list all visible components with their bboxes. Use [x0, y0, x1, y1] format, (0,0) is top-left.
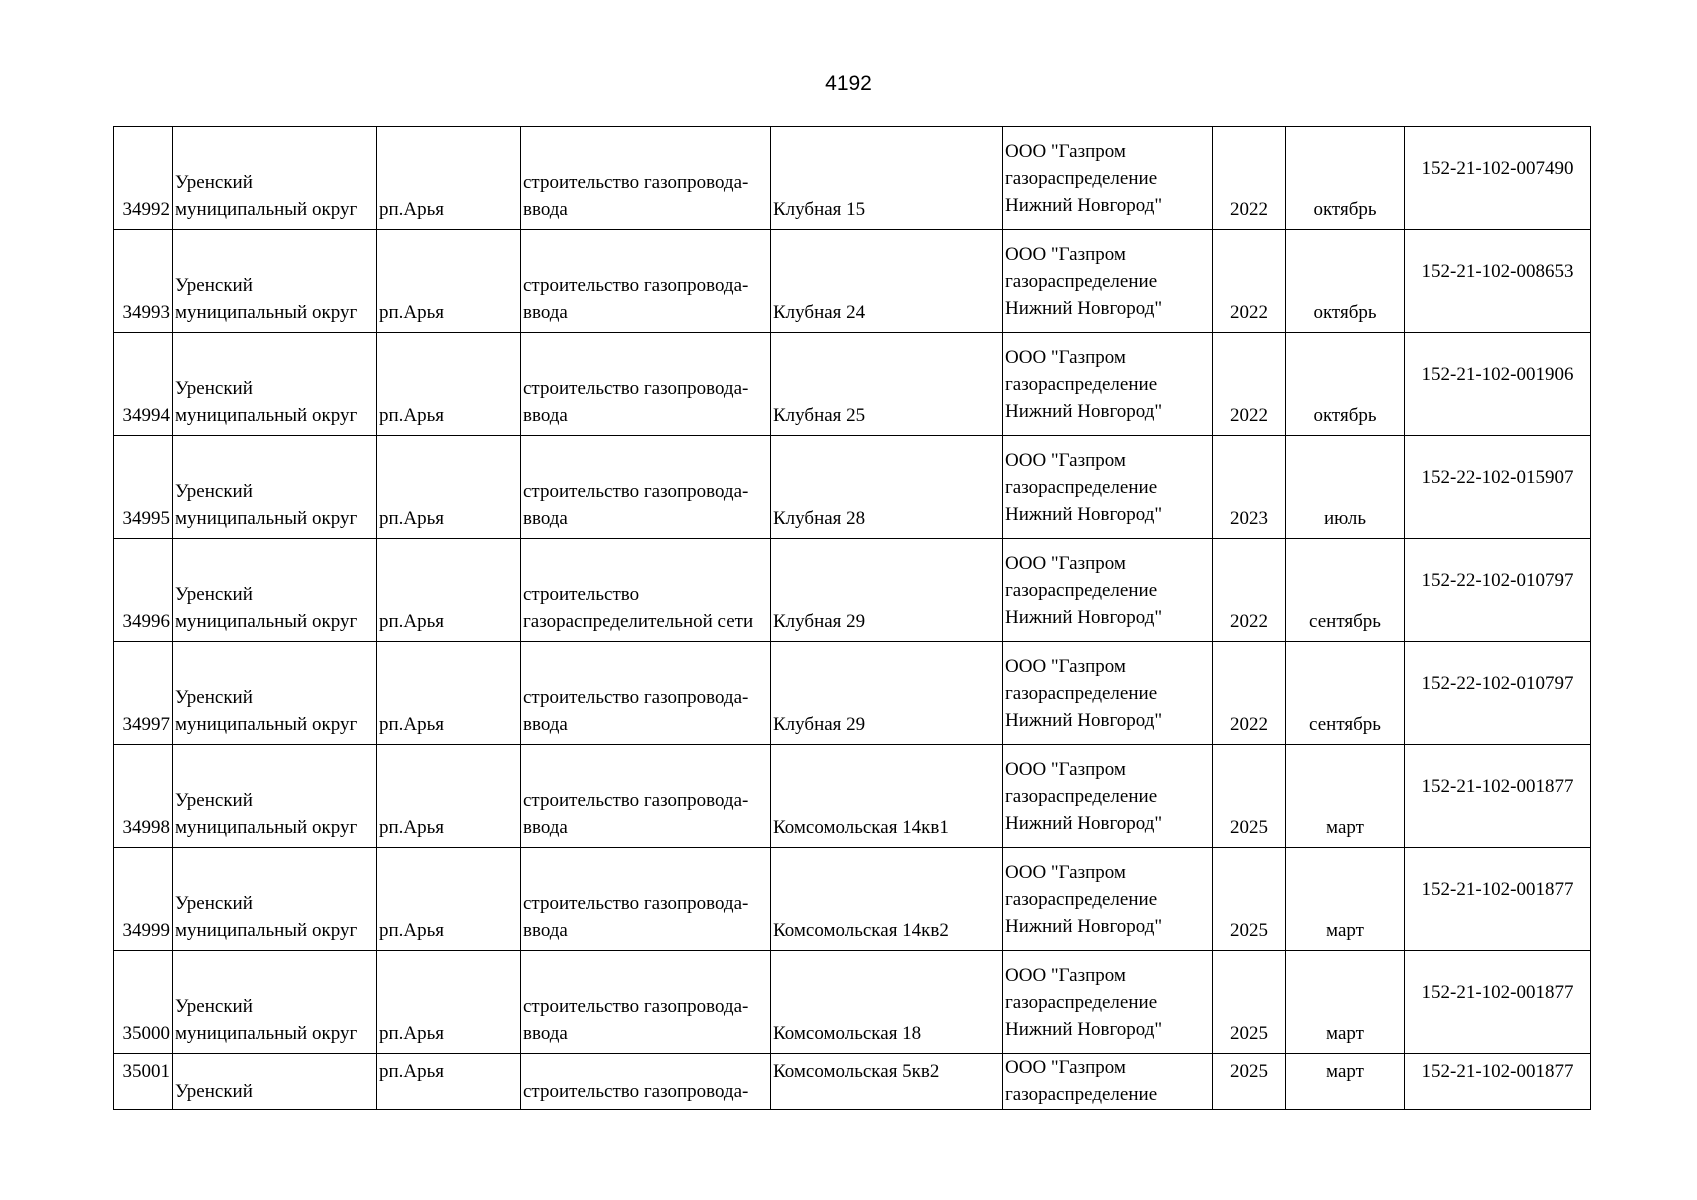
cell-district-line: Уренский: [175, 378, 253, 399]
cell-work-type-line: ввода: [523, 920, 568, 941]
cell-address: Комсомольская 14кв1: [771, 745, 1003, 848]
table-row: [114, 127, 1591, 230]
cell-district-line: муниципальный округ: [175, 1023, 358, 1044]
cell-year: 2022: [1213, 127, 1286, 230]
cell-district: [173, 127, 377, 230]
cell-code: 152-21-102-007490: [1405, 127, 1591, 230]
cell-settlement: рп.Арья: [377, 745, 521, 848]
cell-year: 2025: [1213, 745, 1286, 848]
cell-contractor: [1003, 333, 1213, 436]
cell-number: 34998: [114, 745, 173, 848]
table-row: [114, 539, 1591, 642]
table-row: [114, 642, 1591, 745]
cell-district-line: муниципальный округ: [175, 508, 358, 529]
cell-address: Комсомольская 5кв2: [771, 1054, 1003, 1110]
cell-year: 2025: [1213, 848, 1286, 951]
cell-settlement: рп.Арья: [377, 1054, 521, 1110]
cell-contractor-line: Нижний Новгород": [1005, 606, 1163, 628]
cell-contractor-line: Нижний Новгород": [1005, 503, 1163, 525]
cell-year: 2022: [1213, 539, 1286, 642]
cell-settlement: рп.Арья: [377, 951, 521, 1054]
cell-district: Уренский: [173, 1054, 377, 1110]
cell-work-type: [521, 539, 771, 642]
cell-address: Комсомольская 14кв2: [771, 848, 1003, 951]
cell-district-line: муниципальный округ: [175, 611, 358, 632]
cell-contractor-line: ООО "Газпром: [1005, 346, 1126, 368]
cell-work-type: [521, 642, 771, 745]
cell-contractor: [1003, 436, 1213, 539]
cell-contractor-line: ООО "Газпром: [1005, 552, 1126, 574]
cell-district: [173, 539, 377, 642]
cell-contractor-line: газораспределение: [1005, 888, 1158, 910]
cell-contractor-line: Нижний Новгород": [1005, 400, 1163, 422]
cell-code: 152-22-102-010797: [1405, 539, 1591, 642]
cell-contractor-line: Нижний Новгород": [1005, 812, 1163, 834]
table-row: [114, 848, 1591, 951]
cell-month: март: [1286, 745, 1405, 848]
cell-work-type-line: ввода: [523, 714, 568, 735]
cell-district-line: Уренский: [175, 275, 253, 296]
cell-number: 34994: [114, 333, 173, 436]
cell-contractor-line: газораспределение: [1005, 476, 1158, 498]
cell-district-line: муниципальный округ: [175, 302, 358, 323]
cell-work-type-line: строительство газопровода-: [523, 996, 749, 1017]
cell-work-type-line: ввода: [523, 199, 568, 220]
cell-district-line: Уренский: [175, 790, 253, 811]
cell-address: Клубная 28: [771, 436, 1003, 539]
cell-district-line: Уренский: [175, 687, 253, 708]
cell-work-type-line: строительство газопровода-: [523, 378, 749, 399]
cell-district: [173, 745, 377, 848]
cell-district: [173, 848, 377, 951]
cell-district-line: Уренский: [175, 893, 253, 914]
cell-code: 152-21-102-001877: [1405, 951, 1591, 1054]
cell-contractor: [1003, 642, 1213, 745]
cell-contractor-line: газораспределение: [1005, 1084, 1158, 1105]
cell-district-line: Уренский: [175, 481, 253, 502]
table-body: [114, 127, 1591, 1110]
page-number: 4192: [825, 72, 872, 95]
cell-year: 2022: [1213, 333, 1286, 436]
cell-work-type: [521, 951, 771, 1054]
cell-work-type-line: строительство газопровода-: [523, 790, 749, 811]
cell-contractor-line: ООО "Газпром: [1005, 655, 1126, 677]
cell-month: март: [1286, 951, 1405, 1054]
cell-contractor: [1003, 539, 1213, 642]
cell-settlement: рп.Арья: [377, 127, 521, 230]
cell-district-line: муниципальный округ: [175, 405, 358, 426]
cell-contractor-line: газораспределение: [1005, 270, 1158, 292]
cell-year: 2025: [1213, 951, 1286, 1054]
cell-contractor-line: ООО "Газпром: [1005, 964, 1126, 986]
cell-month: март: [1286, 1054, 1405, 1110]
cell-work-type-line: ввода: [523, 302, 568, 323]
cell-district-line: муниципальный округ: [175, 817, 358, 838]
cell-address: Клубная 29: [771, 642, 1003, 745]
cell-work-type: строительство газопровода-: [521, 1054, 771, 1110]
cell-contractor: [1003, 230, 1213, 333]
cell-month: сентябрь: [1286, 539, 1405, 642]
table-row: [114, 436, 1591, 539]
cell-contractor-line: газораспределение: [1005, 167, 1158, 189]
cell-month: март: [1286, 848, 1405, 951]
cell-work-type-line: ввода: [523, 405, 568, 426]
cell-contractor-line: газораспределение: [1005, 991, 1158, 1013]
cell-work-type: [521, 436, 771, 539]
cell-work-type: [521, 848, 771, 951]
cell-contractor: [1003, 848, 1213, 951]
table-row: [114, 230, 1591, 333]
cell-code: 152-21-102-008653: [1405, 230, 1591, 333]
table-row: [114, 1054, 1591, 1110]
cell-address: Клубная 15: [771, 127, 1003, 230]
cell-code: 152-21-102-001877: [1405, 1054, 1591, 1110]
cell-number: 34996: [114, 539, 173, 642]
cell-work-type-line: ввода: [523, 508, 568, 529]
cell-district: [173, 333, 377, 436]
cell-contractor: [1003, 745, 1213, 848]
cell-address: Клубная 24: [771, 230, 1003, 333]
cell-number: 34995: [114, 436, 173, 539]
table-row: [114, 951, 1591, 1054]
cell-district-line: муниципальный округ: [175, 920, 358, 941]
cell-district: [173, 951, 377, 1054]
cell-contractor-line: ООО "Газпром: [1005, 140, 1126, 162]
cell-contractor-line: газораспределение: [1005, 579, 1158, 601]
cell-district-line: муниципальный округ: [175, 714, 358, 735]
cell-code: 152-22-102-010797: [1405, 642, 1591, 745]
cell-address: Комсомольская 18: [771, 951, 1003, 1054]
cell-settlement: рп.Арья: [377, 539, 521, 642]
cell-contractor-line: Нижний Новгород": [1005, 915, 1163, 937]
cell-year: 2022: [1213, 642, 1286, 745]
cell-contractor-line: ООО "Газпром: [1005, 861, 1126, 883]
cell-contractor-line: газораспределение: [1005, 682, 1158, 704]
cell-number: 34992: [114, 127, 173, 230]
cell-work-type: [521, 230, 771, 333]
cell-work-type-line: ввода: [523, 817, 568, 838]
cell-district: [173, 642, 377, 745]
cell-contractor-line: Нижний Новгород": [1005, 297, 1163, 319]
cell-number: 34997: [114, 642, 173, 745]
cell-month: сентябрь: [1286, 642, 1405, 745]
cell-contractor-line: ООО "Газпром: [1005, 449, 1126, 471]
cell-settlement: рп.Арья: [377, 848, 521, 951]
cell-year: 2023: [1213, 436, 1286, 539]
cell-contractor: [1003, 951, 1213, 1054]
cell-year: 2025: [1213, 1054, 1286, 1110]
cell-code: 152-22-102-015907: [1405, 436, 1591, 539]
cell-number: 35000: [114, 951, 173, 1054]
cell-month: октябрь: [1286, 333, 1405, 436]
cell-work-type-line: строительство газопровода-: [523, 687, 749, 708]
cell-district: [173, 436, 377, 539]
cell-work-type: [521, 745, 771, 848]
cell-number: 35001: [114, 1054, 173, 1110]
cell-number: 34993: [114, 230, 173, 333]
cell-contractor-line: газораспределение: [1005, 785, 1158, 807]
cell-contractor-line: Нижний Новгород": [1005, 1018, 1163, 1040]
cell-district-line: муниципальный округ: [175, 199, 358, 220]
cell-settlement: рп.Арья: [377, 333, 521, 436]
cell-district-line: Уренский: [175, 996, 253, 1017]
cell-month: октябрь: [1286, 230, 1405, 333]
cell-contractor-line: ООО "Газпром: [1005, 243, 1126, 265]
cell-code: 152-21-102-001877: [1405, 848, 1591, 951]
cell-settlement: рп.Арья: [377, 230, 521, 333]
cell-address: Клубная 25: [771, 333, 1003, 436]
cell-contractor-line: газораспределение: [1005, 373, 1158, 395]
cell-district: [173, 230, 377, 333]
cell-work-type-line: ввода: [523, 1023, 568, 1044]
cell-contractor: [1003, 1054, 1213, 1110]
cell-contractor-line: ООО "Газпром: [1005, 758, 1126, 780]
cell-work-type-line: строительство газопровода-: [523, 172, 749, 193]
cell-contractor-line: Нижний Новгород": [1005, 709, 1163, 731]
cell-address: Клубная 29: [771, 539, 1003, 642]
cell-month: октябрь: [1286, 127, 1405, 230]
cell-contractor-line: Нижний Новгород": [1005, 194, 1163, 216]
cell-work-type-line: строительство: [523, 584, 640, 605]
cell-month: июль: [1286, 436, 1405, 539]
cell-contractor-line: ООО "Газпром: [1005, 1057, 1126, 1078]
cell-district-line: Уренский: [175, 172, 253, 193]
cell-work-type-line: строительство газопровода-: [523, 481, 749, 502]
cell-work-type-line: строительство газопровода-: [523, 275, 749, 296]
table-row: [114, 333, 1591, 436]
cell-work-type-line: газораспределительной сети: [523, 611, 754, 632]
cell-contractor: [1003, 127, 1213, 230]
cell-settlement: рп.Арья: [377, 642, 521, 745]
gasification-table: [113, 126, 1591, 1110]
table-row: [114, 745, 1591, 848]
cell-code: 152-21-102-001906: [1405, 333, 1591, 436]
cell-number: 34999: [114, 848, 173, 951]
cell-year: 2022: [1213, 230, 1286, 333]
cell-district-line: Уренский: [175, 584, 253, 605]
cell-work-type: [521, 127, 771, 230]
cell-settlement: рп.Арья: [377, 436, 521, 539]
cell-work-type: [521, 333, 771, 436]
cell-work-type-line: строительство газопровода-: [523, 893, 749, 914]
cell-code: 152-21-102-001877: [1405, 745, 1591, 848]
